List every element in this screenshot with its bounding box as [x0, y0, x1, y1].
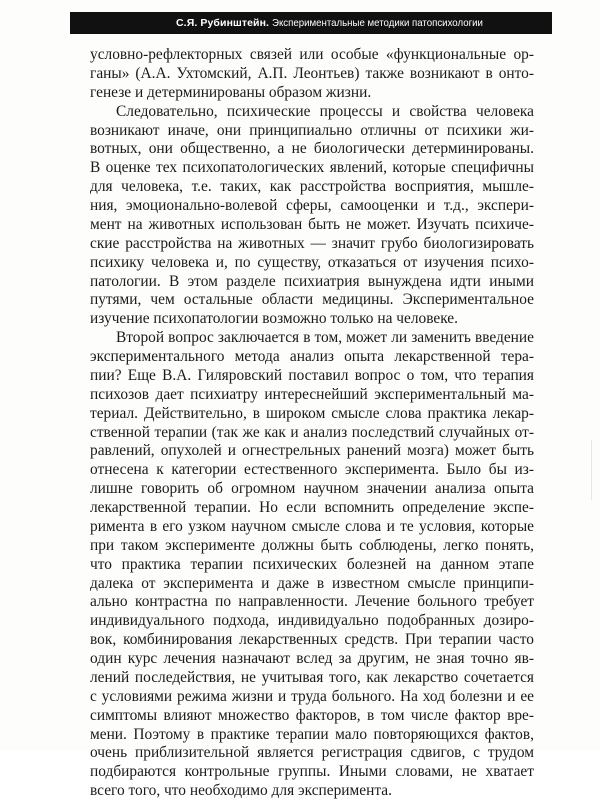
text-line: при таком эксперименте должны быть соблюдены, легко понять, — [90, 536, 534, 554]
text-line: римента в его узком научном смысле слова и те условия, которые — [90, 517, 534, 535]
text-line: с условиями режима жизни и труда больного. На ход болезни и ее — [90, 687, 534, 705]
text-line: вок, комбинирования лекарственных средств. При терапии часто — [90, 631, 534, 649]
body-text — [90, 46, 534, 801]
text-line: путями, чем остальные области медицины. Экспериментальное — [90, 291, 534, 309]
text-line: лишне говорить об огромном научном значении анализа опыта — [90, 480, 534, 498]
text-line: Следовательно, психические процессы и свойства человека — [116, 102, 534, 120]
text-line: изучение психопатологии возможно только на человеке. — [90, 310, 458, 328]
text-line: ально контрастна по направленности. Лечение больного требует — [90, 593, 534, 611]
text-line: психозов дает психиатру интереснейший экспериментальный ма- — [90, 385, 534, 403]
text-line: далека от эксперимента и даже в известном смысле принципи- — [90, 574, 534, 592]
text-line: всего того, что необходимо для эксперимента. — [90, 782, 392, 800]
text-line: один курс лечения назначают вслед за другим, не зная точно яв- — [90, 650, 534, 667]
text-line: экспериментального метода анализ опыта лекарственной тера- — [90, 348, 534, 365]
text-line: генезе и детерминированы образом жизни. — [90, 83, 372, 101]
running-header — [70, 12, 552, 34]
text-line: В оценке тех психопатологических явлений, которые специфичны — [90, 159, 534, 177]
text-line: Второй вопрос заключается в том, может ли заменить введение — [116, 329, 534, 347]
text-line: симптомы влияют множество факторов, в том числе фактор вре- — [90, 706, 534, 724]
text-line: подбираются контрольные группы. Иными словами, не хватает — [90, 763, 534, 781]
text-line: пии? Еще В.А. Гиляровский поставил вопрос о том, что терапия — [90, 366, 534, 384]
header-title: Экспериментальные методики патопсихологии — [271, 17, 483, 29]
text-line: равлений, опухолей и огнестрельных ранений мозга) может быть — [90, 442, 534, 460]
text-line: очень приблизительной является регистрация сдвигов, с трудом — [90, 744, 534, 762]
text-line: ские расстройства на животных — значит грубо биологизировать — [90, 234, 534, 252]
text-line: лекарственной терапии. Но если вспомнить определение экспе- — [90, 499, 534, 516]
text-line: вотных, они общественно, а не биологически детерминированы. — [90, 140, 534, 158]
text-line: что практика терапии психических болезней на данном этапе — [90, 555, 534, 573]
text-line: отнесена к категории естественного эксперимента. Было бы из- — [90, 461, 534, 479]
text-line: для человека, т.е. таких, как расстройства восприятия, мышле- — [90, 178, 534, 196]
text-line: психику человека и, по существу, отказаться от изучения психо- — [90, 253, 534, 271]
scan-edge-mark — [591, 440, 592, 500]
text-line: ганы» (А.А. Ухтомский, А.П. Леонтьев) также возникают в онто- — [90, 64, 534, 82]
text-line: териал. Действительно, в широком смысле слова практика лекар- — [90, 404, 534, 422]
text-line: ния, эмоционально-волевой сферы, самооценки и т.д., экспери- — [90, 197, 534, 214]
text-line: ственной терапии (так же как и анализ последствий случайных от- — [90, 423, 534, 441]
text-line: лений последействия, не учитывая того, как лекарство сочетается — [90, 668, 534, 686]
text-line: условно-рефлекторных связей или особые «функциональные ор- — [90, 46, 534, 63]
text-line: индивидуального подхода, индивидуально подобранных дозиро- — [90, 612, 534, 630]
text-line: мени. Поэтому в практике терапии мало повторяющихся фактов, — [90, 725, 534, 743]
text-line: возникают иначе, они принципиально отличны от психики жи- — [90, 121, 534, 139]
header-author: С.Я. Рубинштейн. — [176, 17, 270, 29]
text-line: патологии. В этом разделе психиатрия вынуждена идти иными — [90, 272, 534, 290]
text-line: мент на животных использован быть не может. Изучать психиче- — [90, 215, 534, 233]
